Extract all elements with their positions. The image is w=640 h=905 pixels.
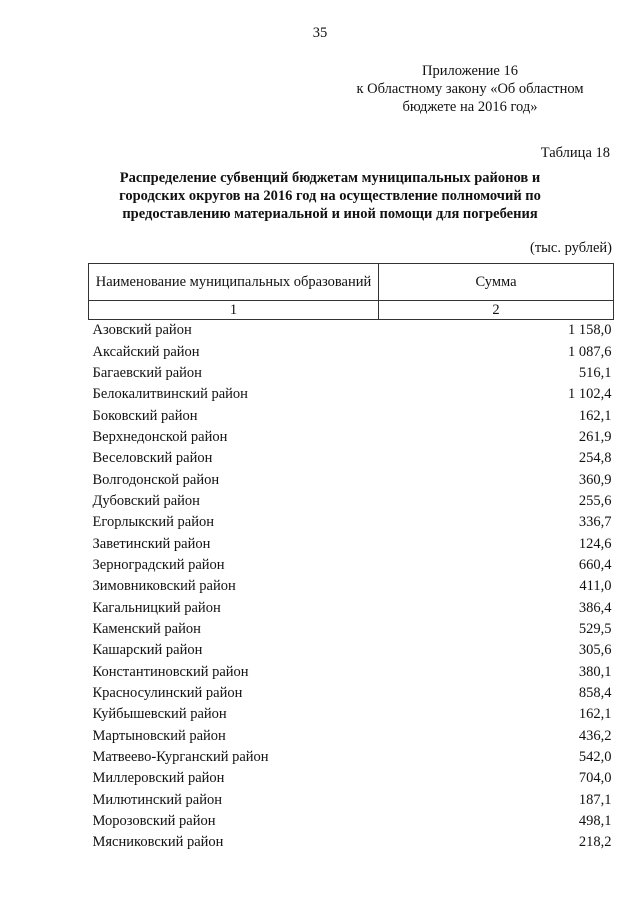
subvention-sum: 255,6: [578, 492, 612, 509]
subvention-sum: 498,1: [578, 813, 612, 830]
table-row: [89, 832, 614, 853]
subvention-sum: 162,1: [578, 706, 612, 723]
page-number: 35: [312, 25, 328, 41]
subvention-sum: 162,1: [578, 407, 612, 424]
table-row: [89, 555, 614, 576]
table-row: [89, 683, 614, 704]
municipality-name: Белокалитвинский район: [92, 386, 248, 403]
municipality-name: Миллеровский район: [92, 770, 225, 787]
subvention-sum: 660,4: [578, 556, 612, 573]
table-row: [89, 405, 614, 426]
municipality-name: Морозовский район: [92, 813, 216, 830]
table-row: [89, 662, 614, 683]
table-header-row: [89, 264, 614, 301]
table-row: [89, 811, 614, 832]
table-row: [89, 384, 614, 405]
table-row: [89, 427, 614, 448]
table-row: [89, 768, 614, 789]
table-row: [89, 320, 614, 342]
subvention-sum: 261,9: [578, 428, 612, 445]
subvention-sum: 436,2: [578, 727, 612, 744]
subvention-sum: 124,6: [578, 535, 612, 552]
municipality-name: Дубовский район: [92, 492, 200, 509]
municipality-name: Матвеево-Курганский район: [92, 749, 269, 766]
municipality-name: Мартыновский район: [92, 727, 226, 744]
table-row: [89, 640, 614, 661]
municipality-name: Милютинский район: [92, 791, 222, 808]
table-row: [89, 704, 614, 725]
municipality-name: Азовский район: [92, 322, 192, 339]
municipality-name: Веселовский район: [92, 450, 213, 467]
subvention-sum: 254,8: [578, 450, 612, 467]
table-body: [89, 320, 614, 854]
table-row: [89, 597, 614, 618]
subvention-sum: 360,9: [578, 471, 612, 488]
subvention-sum: 704,0: [578, 770, 612, 787]
table-row: [89, 491, 614, 512]
subvention-sum: 336,7: [578, 514, 612, 531]
table-column-numbers-row: [89, 301, 614, 320]
municipality-name: Зимовниковский район: [92, 578, 236, 595]
municipality-name: Багаевский район: [92, 364, 202, 381]
subvention-sum: 380,1: [578, 663, 612, 680]
subvention-sum: 305,6: [578, 642, 612, 659]
table-row: [89, 576, 614, 597]
subventions-table: [88, 263, 614, 854]
municipality-name: Верхнедонской район: [92, 428, 228, 445]
table-row: [89, 512, 614, 533]
appendix-line-2: к Областному закону «Об областном: [356, 81, 584, 97]
table-row: [89, 726, 614, 747]
table-row: [89, 448, 614, 469]
municipality-name: Кагальницкий район: [92, 599, 221, 616]
subvention-sum: 386,4: [578, 599, 612, 616]
appendix-header: [330, 62, 610, 116]
subvention-sum: 218,2: [578, 834, 612, 851]
subvention-sum: 858,4: [578, 685, 612, 702]
municipality-name: Волгодонской район: [92, 471, 220, 488]
municipality-name: Каменский район: [92, 620, 201, 637]
subvention-sum: 1 087,6: [568, 343, 612, 360]
table-row: [89, 533, 614, 554]
municipality-name: Аксайский район: [92, 343, 200, 360]
document-title: Распределение субвенций бюджетам муниципальных районов и городских округов на 2016 год на осуществление полномочий по предоставлению материальной и иной помощи для погребения: [119, 170, 541, 222]
table-row: [89, 469, 614, 490]
table-label: Таблица 18: [540, 145, 610, 161]
subvention-sum: 1 102,4: [568, 386, 612, 403]
municipality-name: Егорлыкский район: [92, 514, 214, 531]
subvention-sum: 1 158,0: [568, 322, 612, 339]
municipality-name: Мясниковский район: [92, 834, 224, 851]
table-row: [89, 790, 614, 811]
subvention-sum: 187,1: [578, 791, 612, 808]
appendix-line-1: Приложение 16: [422, 63, 518, 79]
column-number-2: 2: [379, 301, 614, 320]
subvention-sum: 529,5: [578, 620, 612, 637]
municipality-name: Куйбышевский район: [92, 706, 227, 723]
header-sum: Сумма: [379, 264, 614, 301]
table-row: [89, 341, 614, 362]
municipality-name: Константиновский район: [92, 663, 249, 680]
table-row: [89, 363, 614, 384]
appendix-line-3: бюджете на 2016 год»: [402, 99, 538, 115]
units-label: (тыс. рублей): [530, 240, 612, 256]
subvention-sum: 411,0: [579, 578, 612, 595]
municipality-name: Боковский район: [92, 407, 198, 424]
column-number-1: 1: [89, 301, 379, 320]
subvention-sum: 542,0: [578, 749, 612, 766]
municipality-name: Кашарский район: [92, 642, 203, 659]
municipality-name: Зерноградский район: [92, 556, 225, 573]
table-row: [89, 619, 614, 640]
table-row: [89, 747, 614, 768]
municipality-name: Заветинский район: [92, 535, 211, 552]
municipality-name: Красносулинский район: [92, 685, 243, 702]
header-name: Наименование муниципальных образований: [89, 264, 379, 301]
subvention-sum: 516,1: [578, 364, 612, 381]
